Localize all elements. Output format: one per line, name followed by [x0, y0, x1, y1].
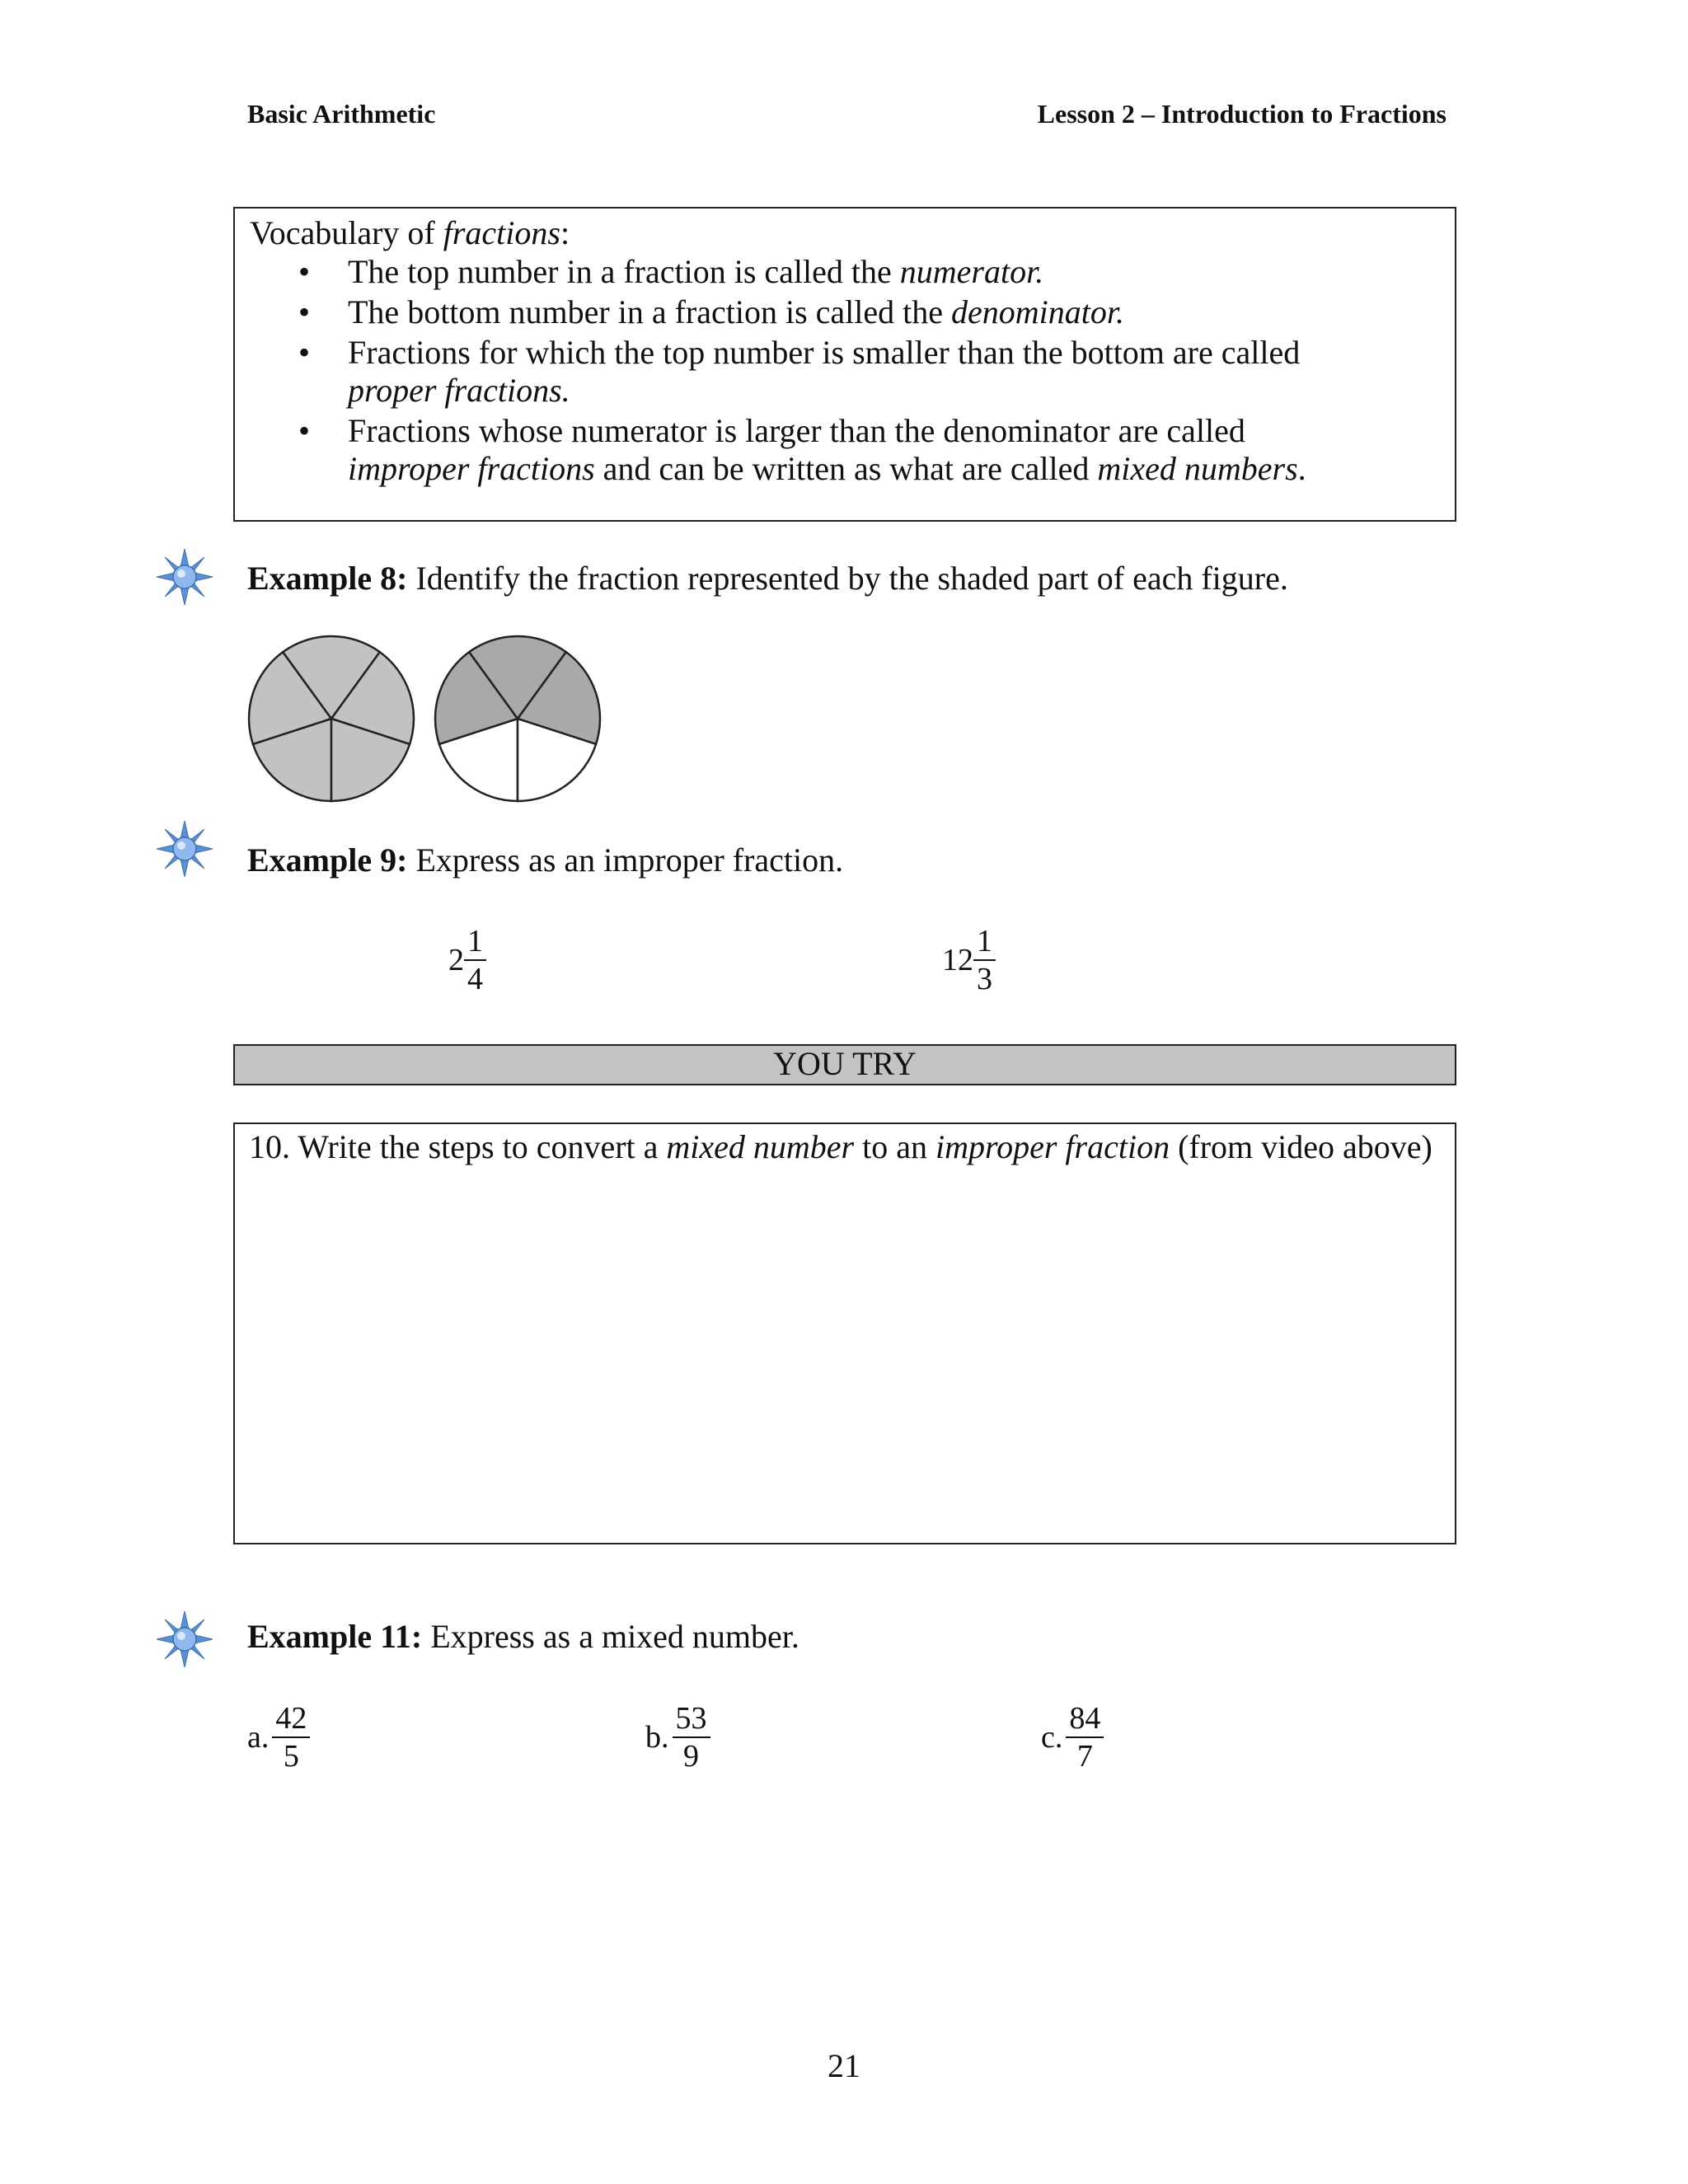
item-letter: b.	[645, 1720, 669, 1755]
vocabulary-box	[233, 207, 1456, 522]
fraction	[973, 923, 996, 997]
numerator: 42	[272, 1700, 310, 1738]
page-number: 21	[828, 2047, 860, 2084]
pie-figure	[435, 636, 600, 801]
example-9-prompt: Example 9: Express as an improper fraction.	[247, 841, 844, 879]
denominator: 4	[467, 962, 483, 996]
vocabulary-item: • Fractions whose numerator is larger than the denominator are called improper fractions and can be written as what are called mixed numbers.	[235, 412, 1337, 488]
denominator: 3	[977, 962, 992, 996]
fraction	[673, 1700, 710, 1774]
numerator: 53	[673, 1700, 710, 1738]
item-letter: c.	[1041, 1720, 1063, 1755]
sun-bullet-icon	[155, 819, 214, 879]
improper-fraction-b	[645, 1700, 710, 1774]
fraction	[1066, 1700, 1104, 1774]
vocabulary-title: Vocabulary of fractions:	[250, 214, 570, 251]
denominator: 7	[1076, 1739, 1093, 1774]
pie-figure	[249, 636, 414, 801]
example-8-prompt: Example 8: Identify the fraction represented by the shaded part of each figure.	[247, 560, 1288, 597]
whole-part: 2	[448, 943, 464, 977]
denominator: 5	[283, 1739, 299, 1774]
numerator: 84	[1066, 1700, 1104, 1738]
sun-bullet-icon	[155, 1610, 214, 1669]
vocabulary-item: • The top number in a fraction is called the numerator.	[235, 253, 1337, 291]
vocabulary-item: • The bottom number in a fraction is called the denominator.	[235, 293, 1337, 331]
numerator: 1	[973, 923, 996, 961]
fraction	[272, 1700, 310, 1774]
you-try-banner: YOU TRY	[233, 1044, 1456, 1085]
whole-part: 12	[942, 943, 973, 977]
example-11-prompt: Example 11: Express as a mixed number.	[247, 1618, 799, 1655]
fraction-figures	[243, 632, 606, 805]
mixed-number-a	[448, 923, 486, 997]
vocabulary-item: • Fractions for which the top number is smaller than the bottom are called proper fractions.	[235, 334, 1337, 410]
question-10-box[interactable]	[233, 1122, 1456, 1544]
improper-fraction-c	[1041, 1700, 1104, 1774]
vocabulary-list	[235, 253, 1337, 490]
question-10-text: 10. Write the steps to convert a mixed number to an improper fraction (from video above)	[249, 1128, 1432, 1165]
header-lesson-title: Lesson 2 – Introduction to Fractions	[1037, 99, 1447, 129]
numerator: 1	[464, 923, 486, 961]
header-course-title: Basic Arithmetic	[247, 99, 436, 129]
item-letter: a.	[247, 1720, 270, 1755]
denominator: 9	[683, 1739, 699, 1774]
sun-bullet-icon	[155, 547, 214, 607]
mixed-number-b	[942, 923, 996, 997]
fraction	[464, 923, 486, 997]
improper-fraction-a	[247, 1700, 310, 1774]
